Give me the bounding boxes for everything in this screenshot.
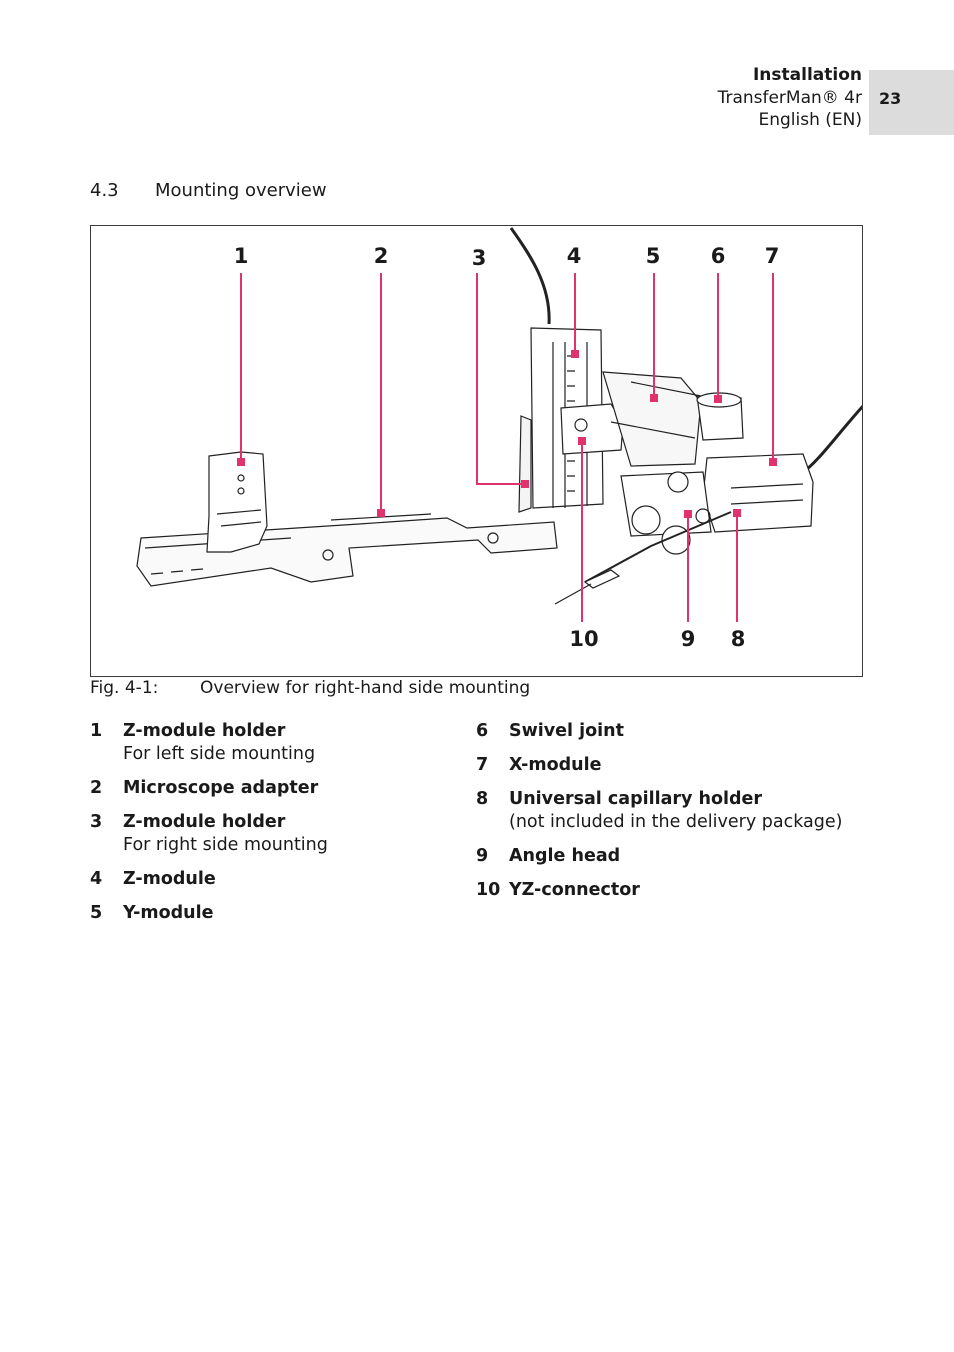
- callout-10: 10: [569, 627, 599, 651]
- page-number: 23: [879, 89, 902, 108]
- section-heading: [90, 180, 327, 201]
- legend-item: [476, 720, 842, 743]
- callout-8: 8: [730, 627, 746, 651]
- legend-item: [90, 777, 328, 800]
- legend-number: 3: [90, 812, 103, 832]
- base-plate: [137, 518, 557, 586]
- legend-number: 4: [90, 869, 103, 889]
- figure-caption-label: Fig. 4-1:: [90, 678, 159, 698]
- legend-name: Z-module: [123, 869, 216, 889]
- figure-caption: [90, 678, 530, 698]
- legend-number: 5: [90, 903, 103, 923]
- legend-number: 1: [90, 721, 103, 741]
- callout-6: 6: [710, 244, 726, 268]
- callout-5: 5: [645, 244, 661, 268]
- legend-left: [90, 720, 328, 925]
- header-product: TransferMan® 4r: [717, 87, 862, 108]
- legend-name: Z-module holder: [123, 721, 286, 741]
- legend-name: Swivel joint: [509, 721, 624, 741]
- legend-item: [476, 788, 842, 834]
- callout-2: 2: [373, 244, 389, 268]
- figure-caption-text: Overview for right-hand side mounting: [200, 678, 531, 698]
- legend-name: Angle head: [509, 846, 621, 866]
- legend-item: [90, 868, 328, 891]
- legend-item: [90, 720, 328, 766]
- legend-item: [90, 902, 328, 925]
- legend-number: 8: [476, 789, 489, 809]
- yz-connector: [561, 404, 623, 454]
- legend-item: [90, 811, 328, 857]
- legend-name: Universal capillary holder: [509, 789, 763, 809]
- legend-number: 10: [476, 880, 501, 900]
- legend-sub: (not included in the delivery package): [509, 812, 843, 832]
- legend-name: Y-module: [123, 903, 214, 923]
- legend-item: [476, 845, 842, 868]
- legend-item: [476, 879, 842, 902]
- header-section: Installation: [752, 65, 862, 85]
- legend-number: 2: [90, 778, 103, 798]
- section-title: Mounting overview: [155, 180, 327, 201]
- page-number-tab: [869, 70, 954, 135]
- callout-4: 4: [566, 244, 582, 268]
- callout-1: 1: [233, 244, 249, 268]
- figure-frame: [90, 225, 863, 677]
- legend-name: Microscope adapter: [123, 778, 319, 798]
- legend-number: 7: [476, 755, 489, 775]
- legend-right: [476, 720, 842, 902]
- legend-name: YZ-connector: [509, 880, 640, 900]
- left-holder: [207, 452, 267, 552]
- running-header: [718, 64, 862, 132]
- section-number: 4.3: [90, 180, 119, 201]
- callout-7: 7: [764, 244, 780, 268]
- legend-sub: For right side mounting: [123, 835, 328, 855]
- legend-number: 6: [476, 721, 489, 741]
- legend-name: X-module: [509, 755, 602, 775]
- legend-number: 9: [476, 846, 489, 866]
- callout-9: 9: [680, 627, 696, 651]
- legend-sub: For left side mounting: [123, 744, 316, 764]
- x-module: [703, 454, 813, 532]
- legend-name: Z-module holder: [123, 812, 286, 832]
- callout-3: 3: [471, 246, 487, 270]
- header-language: English (EN): [758, 110, 862, 130]
- legend-item: [476, 754, 842, 777]
- mounting-diagram: [91, 226, 862, 676]
